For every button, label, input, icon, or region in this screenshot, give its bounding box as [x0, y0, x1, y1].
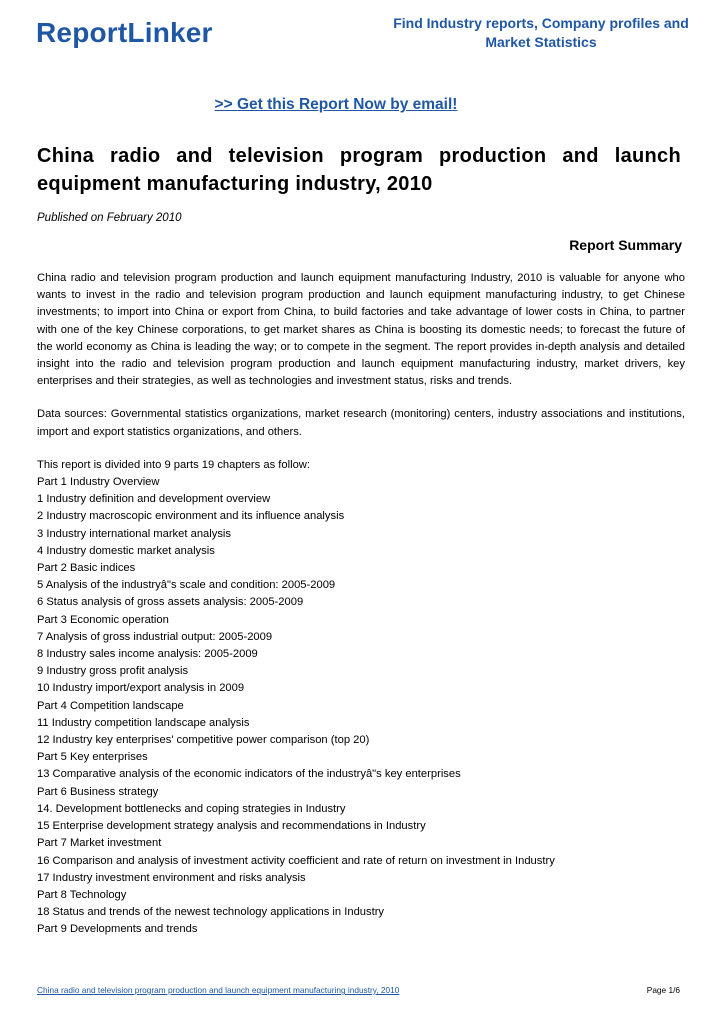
data-sources-paragraph: Data sources: Governmental statistics organizations, market research (monitoring) centers, industry associations and institutions, import and export statistics organizations, and others. [37, 408, 685, 438]
toc-intro: This report is divided into 9 parts 19 chapters as follow: [37, 458, 310, 471]
toc-item: 4 Industry domestic market analysis [37, 544, 215, 557]
report-title: China radio and television program production and launch equipment manufacturing industry, 2010 [37, 145, 681, 195]
toc-item: 15 Enterprise development strategy analysis and recommendations in Industry [37, 820, 426, 833]
toc-item: 5 Analysis of the industryâ"s scale and condition: 2005-2009 [37, 579, 336, 592]
toc-item: Part 3 Economic operation [37, 613, 169, 626]
table-of-contents [37, 474, 685, 938]
get-report-link[interactable]: >> Get this Report Now by email! [214, 96, 458, 113]
toc-item: Part 9 Developments and trends [37, 923, 198, 936]
toc-item: Part 5 Key enterprises [37, 751, 148, 764]
toc-item: Part 4 Competition landscape [37, 699, 184, 712]
toc-item: 3 Industry international market analysis [37, 527, 232, 540]
header-tagline: Find Industry reports, Company profiles and Market Statistics [393, 15, 689, 50]
report-body [37, 270, 685, 939]
toc-item: 7 Analysis of gross industrial output: 2005-2009 [37, 630, 273, 643]
reportlinker-logo[interactable]: ReportLinker [36, 17, 213, 48]
intro-paragraph: China radio and television program production and launch equipment manufacturing Industry, 2010 is valuable for anyone who wants to invest in the radio and television program production and launch equipment manufacturing industry, to get Chinese investments; to import into China or export from China, to build factories and take advantage of lower costs in China, to partner with one of the key Chinese corporations, to get market shares as China is boosting its domestic needs; to forecast the future of the world economy as China is leading the way; or to compete in the segment. The report provides in-depth analysis and detailed insight into the radio and television program production and launch equipment manufacturing industry, market drivers, key enterprises and their strategies, as well as technologies and investment status, risks and trends. [37, 272, 685, 388]
toc-item: 1 Industry definition and development overview [37, 493, 271, 506]
published-date: Published on February 2010 [37, 212, 182, 224]
toc-item: 12 Industry key enterprises' competitive power comparison (top 20) [37, 734, 370, 747]
report-summary-heading: Report Summary [569, 237, 682, 253]
toc-item: 16 Comparison and analysis of investment activity coefficient and rate of return on investment in Industry [37, 854, 555, 867]
toc-item: 11 Industry competition landscape analysis [37, 716, 250, 729]
toc-item: 2 Industry macroscopic environment and its influence analysis [37, 510, 345, 523]
toc-item: 14. Development bottlenecks and coping strategies in Industry [37, 802, 346, 815]
toc-item: Part 1 Industry Overview [37, 476, 160, 489]
toc-item: Part 6 Business strategy [37, 785, 159, 798]
page-number: Page 1/6 [646, 985, 680, 995]
toc-item: 13 Comparative analysis of the economic indicators of the industryâ"s key enterprises [37, 768, 461, 781]
toc-item: 8 Industry sales income analysis: 2005-2009 [37, 648, 258, 661]
toc-item: 18 Status and trends of the newest technology applications in Industry [37, 906, 385, 919]
toc-item: Part 2 Basic indices [37, 562, 136, 575]
toc-item: 10 Industry import/export analysis in 2009 [37, 682, 245, 695]
toc-item: 17 Industry investment environment and risks analysis [37, 871, 306, 884]
toc-item: Part 7 Market investment [37, 837, 162, 850]
toc-item: 9 Industry gross profit analysis [37, 665, 189, 678]
toc-item: 6 Status analysis of gross assets analysis: 2005-2009 [37, 596, 304, 609]
footer-report-link[interactable]: China radio and television program production and launch equipment manufacturing industry, 2010 [37, 985, 400, 995]
toc-item: Part 8 Technology [37, 888, 127, 901]
